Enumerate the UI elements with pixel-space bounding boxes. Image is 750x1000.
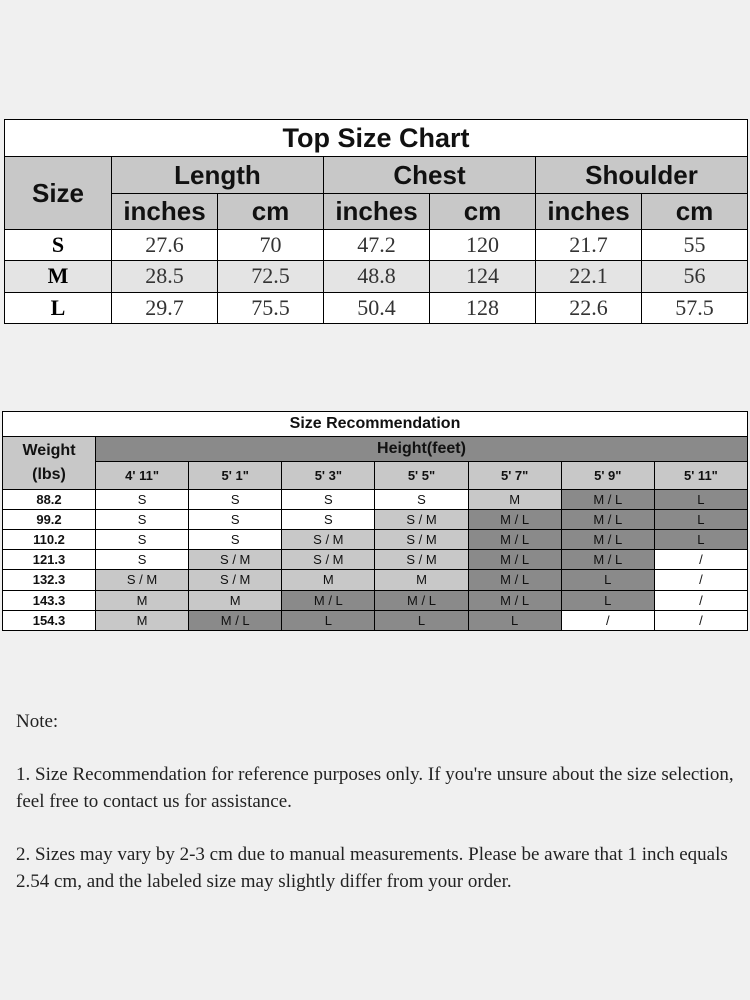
value-cell: 120 (430, 230, 536, 261)
size-recommendation-cell: M (468, 489, 561, 509)
size-recommendation-cell: M / L (468, 550, 561, 570)
table-row (3, 509, 748, 529)
size-recommendation-cell: S / M (189, 570, 282, 590)
size-recommendation-table (2, 411, 748, 631)
unit-header: cm (218, 193, 324, 229)
weight-cell: 154.3 (3, 610, 96, 630)
value-cell: 29.7 (112, 292, 218, 323)
notes-heading: Note: (16, 711, 59, 732)
size-recommendation-cell: / (561, 610, 654, 630)
unit-header: cm (642, 193, 748, 229)
size-recommendation-cell: M / L (282, 590, 375, 610)
size-recommendation-cell: M / L (561, 489, 654, 509)
table-row (5, 261, 748, 292)
value-cell: 57.5 (642, 292, 748, 323)
unit-header: cm (430, 193, 536, 229)
notes-section (16, 708, 736, 921)
size-recommendation-cell: S (282, 509, 375, 529)
value-cell: 27.6 (112, 230, 218, 261)
size-recommendation-cell: S / M (375, 550, 468, 570)
top-size-chart (4, 119, 748, 324)
table-row (3, 570, 748, 590)
size-recommendation-cell: M / L (468, 509, 561, 529)
size-recommendation-cell: M / L (468, 590, 561, 610)
table-row (3, 550, 748, 570)
size-header: Size (5, 157, 112, 230)
value-cell: 22.1 (536, 261, 642, 292)
table-row (3, 489, 748, 509)
weight-cell: 121.3 (3, 550, 96, 570)
size-recommendation-cell: S (189, 489, 282, 509)
size-recommendation-cell: S (96, 530, 189, 550)
size-recommendation-cell: M / L (561, 509, 654, 529)
size-recommendation-cell: L (282, 610, 375, 630)
size-recommendation-cell: M (189, 590, 282, 610)
height-column-header: 5' 1" (189, 462, 282, 489)
value-cell: 128 (430, 292, 536, 323)
unit-header: inches (536, 193, 642, 229)
size-recommendation-cell: L (468, 610, 561, 630)
size-recommendation-cell: M / L (375, 590, 468, 610)
size-recommendation-cell: S (282, 489, 375, 509)
size-recommendation-cell: S / M (282, 530, 375, 550)
height-column-header: 5' 11" (654, 462, 747, 489)
size-recommendation-cell: M / L (561, 550, 654, 570)
size-recommendation-cell: M / L (468, 570, 561, 590)
weight-cell: 99.2 (3, 509, 96, 529)
recommendation-title: Size Recommendation (3, 412, 748, 437)
size-cell: S (5, 230, 112, 261)
note-item: 1. Size Recommendation for reference purposes only. If you're unsure about the size selection, feel free to contact us for assistance. (16, 764, 734, 812)
weight-cell: 143.3 (3, 590, 96, 610)
value-cell: 50.4 (324, 292, 430, 323)
value-cell: 47.2 (324, 230, 430, 261)
size-recommendation-cell: / (654, 610, 747, 630)
value-cell: 22.6 (536, 292, 642, 323)
size-recommendation-cell: S / M (189, 550, 282, 570)
table-row (3, 610, 748, 630)
size-recommendation-cell: M / L (189, 610, 282, 630)
size-recommendation-cell: S (189, 509, 282, 529)
size-recommendation-cell: S / M (282, 550, 375, 570)
weight-cell: 132.3 (3, 570, 96, 590)
weight-cell: 88.2 (3, 489, 96, 509)
size-recommendation-cell: S (375, 489, 468, 509)
size-recommendation-cell: S / M (375, 509, 468, 529)
size-recommendation-cell: S (96, 489, 189, 509)
size-recommendation-cell: M (282, 570, 375, 590)
value-cell: 28.5 (112, 261, 218, 292)
height-column-header: 5' 5" (375, 462, 468, 489)
size-recommendation-cell: S / M (96, 570, 189, 590)
value-cell: 70 (218, 230, 324, 261)
weight-cell: 110.2 (3, 530, 96, 550)
size-recommendation-cell: L (561, 570, 654, 590)
value-cell: 75.5 (218, 292, 324, 323)
size-recommendation-cell: / (654, 550, 747, 570)
size-recommendation-cell: L (654, 509, 747, 529)
size-recommendation-cell: L (561, 590, 654, 610)
size-cell: M (5, 261, 112, 292)
unit-header: inches (324, 193, 430, 229)
size-recommendation-cell: M / L (468, 530, 561, 550)
size-recommendation-cell: S (96, 550, 189, 570)
chest-header: Chest (324, 157, 536, 193)
size-recommendation-cell: M (375, 570, 468, 590)
unit-header: inches (112, 193, 218, 229)
value-cell: 56 (642, 261, 748, 292)
size-recommendation-cell: S (189, 530, 282, 550)
table-row (3, 590, 748, 610)
height-column-header: 5' 3" (282, 462, 375, 489)
size-recommendation-cell: S (96, 509, 189, 529)
value-cell: 55 (642, 230, 748, 261)
weight-label: Weight (22, 441, 76, 459)
note-item: 2. Sizes may vary by 2-3 cm due to manual measurements. Please be aware that 1 inch equals 2.54 cm, and the labeled size may slightly differ from your order. (16, 844, 728, 892)
length-header: Length (112, 157, 324, 193)
shoulder-header: Shoulder (536, 157, 748, 193)
size-cell: L (5, 292, 112, 323)
size-recommendation-cell: M (96, 590, 189, 610)
size-recommendation-cell: L (654, 530, 747, 550)
size-recommendation-cell: M / L (561, 530, 654, 550)
table-row (3, 530, 748, 550)
size-recommendation-cell: L (654, 489, 747, 509)
table-row (5, 292, 748, 323)
size-recommendation-cell: L (375, 610, 468, 630)
height-column-header: 5' 9" (561, 462, 654, 489)
value-cell: 72.5 (218, 261, 324, 292)
value-cell: 124 (430, 261, 536, 292)
size-recommendation-cell: / (654, 570, 747, 590)
size-recommendation-cell: S / M (375, 530, 468, 550)
height-column-header: 5' 7" (468, 462, 561, 489)
value-cell: 21.7 (536, 230, 642, 261)
weight-header (3, 437, 96, 489)
height-column-header: 4' 11" (96, 462, 189, 489)
height-header: Height(feet) (96, 437, 748, 462)
top-chart-title: Top Size Chart (5, 120, 748, 157)
table-row (5, 230, 748, 261)
value-cell: 48.8 (324, 261, 430, 292)
weight-unit-label: (lbs) (32, 465, 66, 483)
size-recommendation-cell: M (96, 610, 189, 630)
size-recommendation-cell: / (654, 590, 747, 610)
